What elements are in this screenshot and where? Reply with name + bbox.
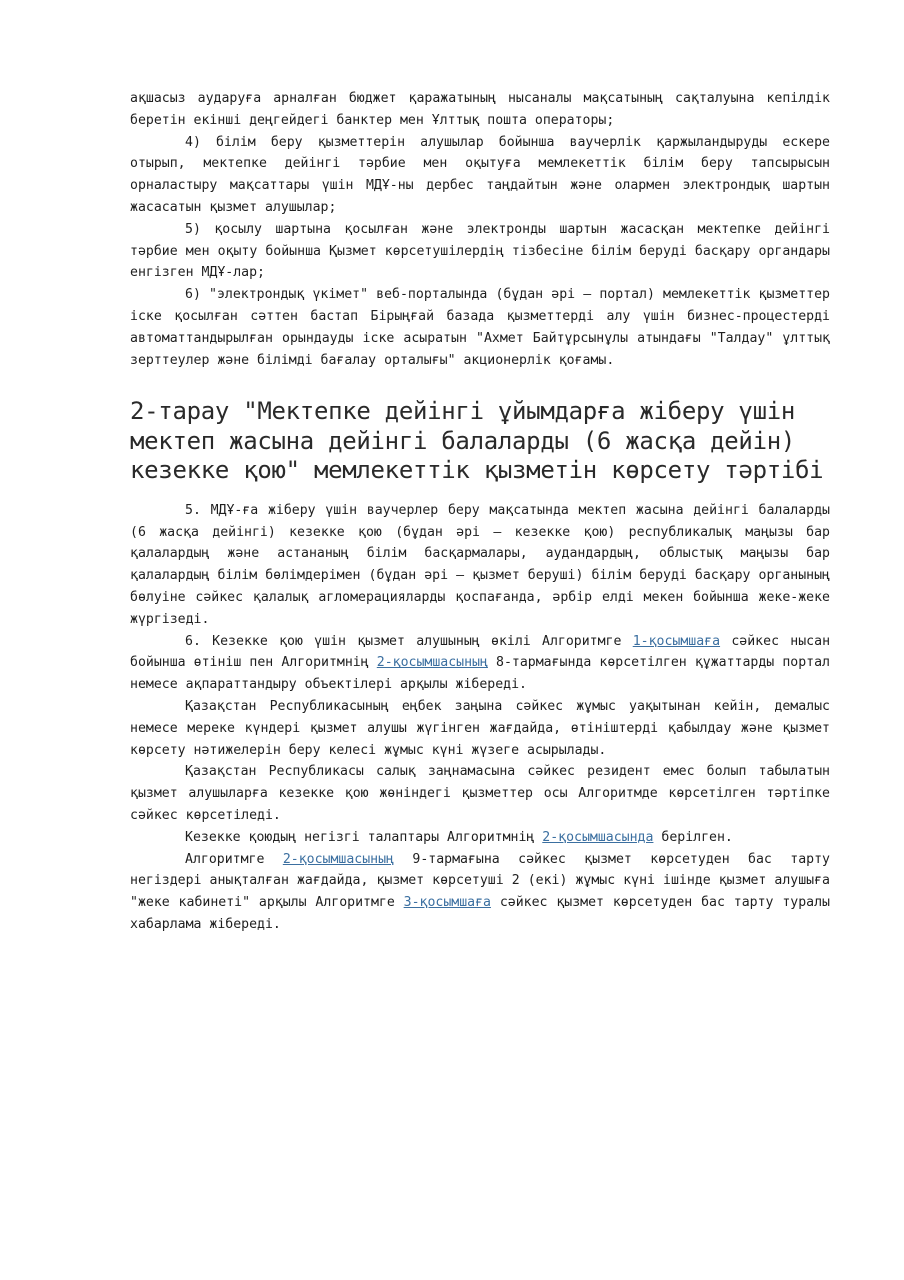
link-annex-2[interactable]: 2-қосымшасының [376,655,488,671]
link-annex-2-refusal[interactable]: 2-қосымшасының [282,851,394,867]
clause-6-text-1: 6. Кезекке қою үшін қызмет алушының өкілі Алгоритмге [185,633,633,649]
section-heading: 2-тарау "Мектепке дейінгі ұйымдарға жіберу үшін мектеп жасына дейінгі балаларды (6 жасқа дейін) кезекке қою" мемлекеттік қызметін көрсету тәртібі [130,397,824,485]
paragraph-banks: ақшасыз аударуға арналған бюджет қаражатының нысаналы мақсатының сақталуына кепілдік беретін екінші деңгейдегі банктер мен Ұлттық пошта операторы; [130,91,830,128]
paragraph-clause-6 [130,631,830,696]
refusal-text-2: 9-тармағына сәйкес қызмет көрсетуден бас тарту негіздері анықталған жағдайда, қызмет көрсетуші 2 (екі) жұмыс күні ішінде қызмет алушыға "жеке кабинеті" арқылы Алгоритмге [130,851,830,911]
paragraph-requirements [130,827,830,849]
paragraph-tax-code: Қазақстан Республикасы салық заңнамасына сәйкес резидент емес болып табылатын қызмет алушыларға кезекке қою жөніндегі қызметтер осы Алгоритмде көрсетілген тәртіпке сәйкес көрсетіледі. [130,764,830,824]
link-annex-2-requirements[interactable]: 2-қосымшасында [542,829,654,845]
refusal-text-1: Алгоритмге [185,851,283,867]
paragraph-item-5: 5) қосылу шартына қосылған және электронды шартын жасасқан мектепке дейінгі тәрбие мен оқыту бойынша Қызмет көрсетушілердің тізбесіне білім беруді басқару органдары енгізген МДҰ-лар; [130,221,830,281]
refusal-text-3: сәйкес қызмет көрсетуден бас тарту туралы хабарлама жібереді. [130,895,830,932]
document-body [130,88,830,936]
requirements-text-2: берілген. [653,829,733,845]
paragraph-item-4: 4) білім беру қызметтерін алушылар бойынша ваучерлік қаржыландыруды ескере отырып, мектепке дейінгі тәрбие мен оқытуға мемлекеттік білім беру тапсырысын орналастыру мақсаттары үшін МДҰ-ны дербес таңдайтын және олармен электрондық шартын жасасатын қызмет алушылар; [130,134,830,215]
paragraph-item-6: 6) "электрондық үкімет" веб-порталында (бұдан әрі – портал) мемлекеттік қызметтер іске қосылған сәттен бастап Бірыңғай базада қызметтерді алу үшін бизнес-процестерді автоматтандырылған орындауды іске асыратын "Ахмет Байтұрсынұлы атындағы "Талдау" ұлттық зерттеулер және білімді бағалау орталығы" акционерлік қоғамы. [130,287,830,368]
paragraph-refusal [130,849,830,936]
paragraph-clause-5: 5. МДҰ-ға жіберу үшін ваучерлер беру мақсатында мектеп жасына дейінгі балаларды (6 жасқа дейінгі) кезекке қою (бұдан әрі – кезекке қою) республикалық маңызы бар қалалардың және астананың білім басқармалары, аудандардың, облыстық маңызы бар қалалардың білім бөлімдерімен (бұдан әрі – қызмет беруші) білім беруді басқару органының бөлуіне сәйкес қалалық агломерацияларды қоспағанда, әрбір елді мекен бойынша жеке-жеке жүргізеді. [130,502,830,627]
link-annex-1[interactable]: 1-қосымшаға [632,633,721,649]
clause-6-text-2: сәйкес нысан бойынша өтініш пен Алгоритмнің [130,633,831,671]
link-annex-3[interactable]: 3-қосымшаға [403,895,491,911]
clause-6-text-3: 8-тармағында көрсетілген құжаттарды портал немесе ақпараттандыру объектілері арқылы жібереді. [130,655,830,693]
requirements-text-1: Кезекке қоюдың негізгі талаптары Алгоритмнің [185,829,543,845]
paragraph-labor-code: Қазақстан Республикасының еңбек заңына сәйкес жұмыс уақытынан кейін, демалыс немесе мереке күндері қызмет алушы жүгінген жағдайда, өтініштерді қабылдау және қызмет көрсету нәтижелерін беру келесі жұмыс күні жүзеге асырылады. [130,699,830,758]
